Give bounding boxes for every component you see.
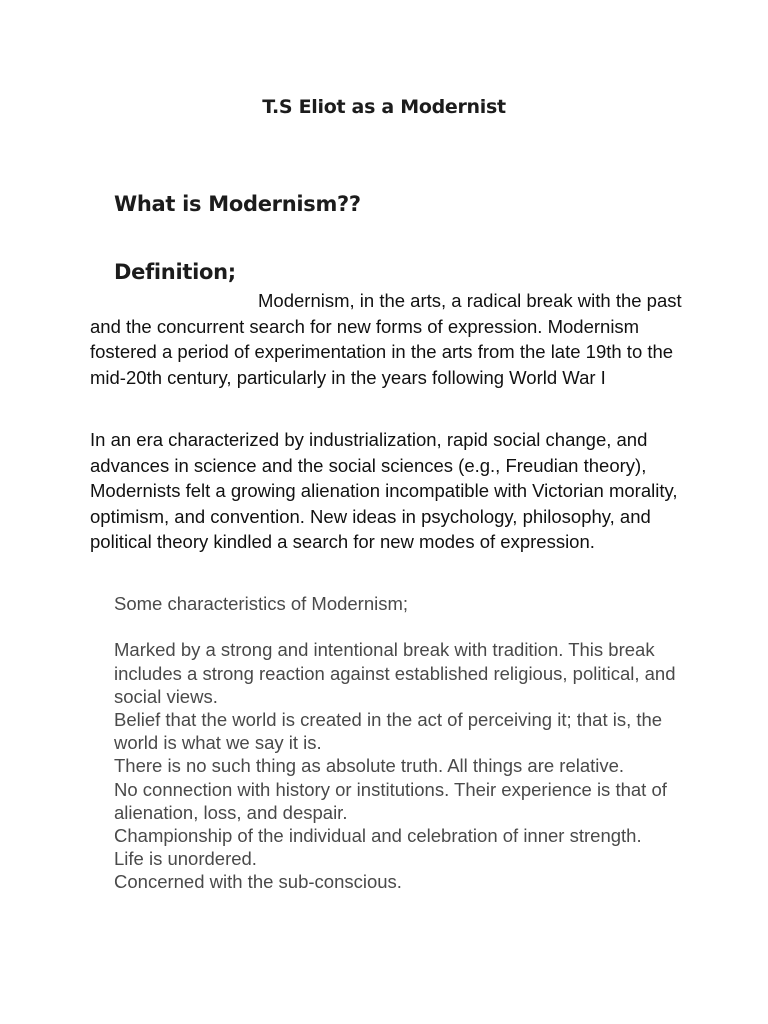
list-item: Belief that the world is created in the act of perceiving it; that is, the world is what we say it is. [114, 709, 663, 754]
era-paragraph: In an era characterized by industrialization, rapid social change, and advances in science and the social sciences (e.g., Freudian theory), Modernists felt a growing alienation incompatible with Victorian morality, optimism, and convention. New ideas in psychology, philosophy, and political theory kindled a search for new modes of expression. [90, 429, 678, 552]
characteristics-title: Some characteristics of Modernism; [114, 593, 409, 614]
list-item: Marked by a strong and intentional break with tradition. This break includes a strong reaction against established religious, political, and social views. [114, 639, 676, 707]
list-item: There is no such thing as absolute truth. All things are relative. [114, 755, 625, 777]
definition-heading: Definition; [114, 260, 236, 284]
list-item: Championship of the individual and celebration of inner strength. [114, 825, 642, 847]
document-title: T.S Eliot as a Modernist [262, 96, 506, 118]
list-item: Concerned with the sub-conscious. [114, 871, 402, 893]
characteristics-list [114, 638, 694, 893]
list-item: Life is unordered. [114, 848, 257, 870]
question-heading: What is Modernism?? [114, 192, 361, 216]
list-item: No connection with history or institutions. Their experience is that of alienation, loss, and despair. [114, 778, 667, 823]
characteristics-section [114, 592, 694, 894]
definition-paragraph: Modernism, in the arts, a radical break with the past and the concurrent search for new forms of expression. Modernism fostered a period of experimentation in the arts from the late 19th to the mid-20th century, particularly in the years following World War I [90, 290, 682, 388]
